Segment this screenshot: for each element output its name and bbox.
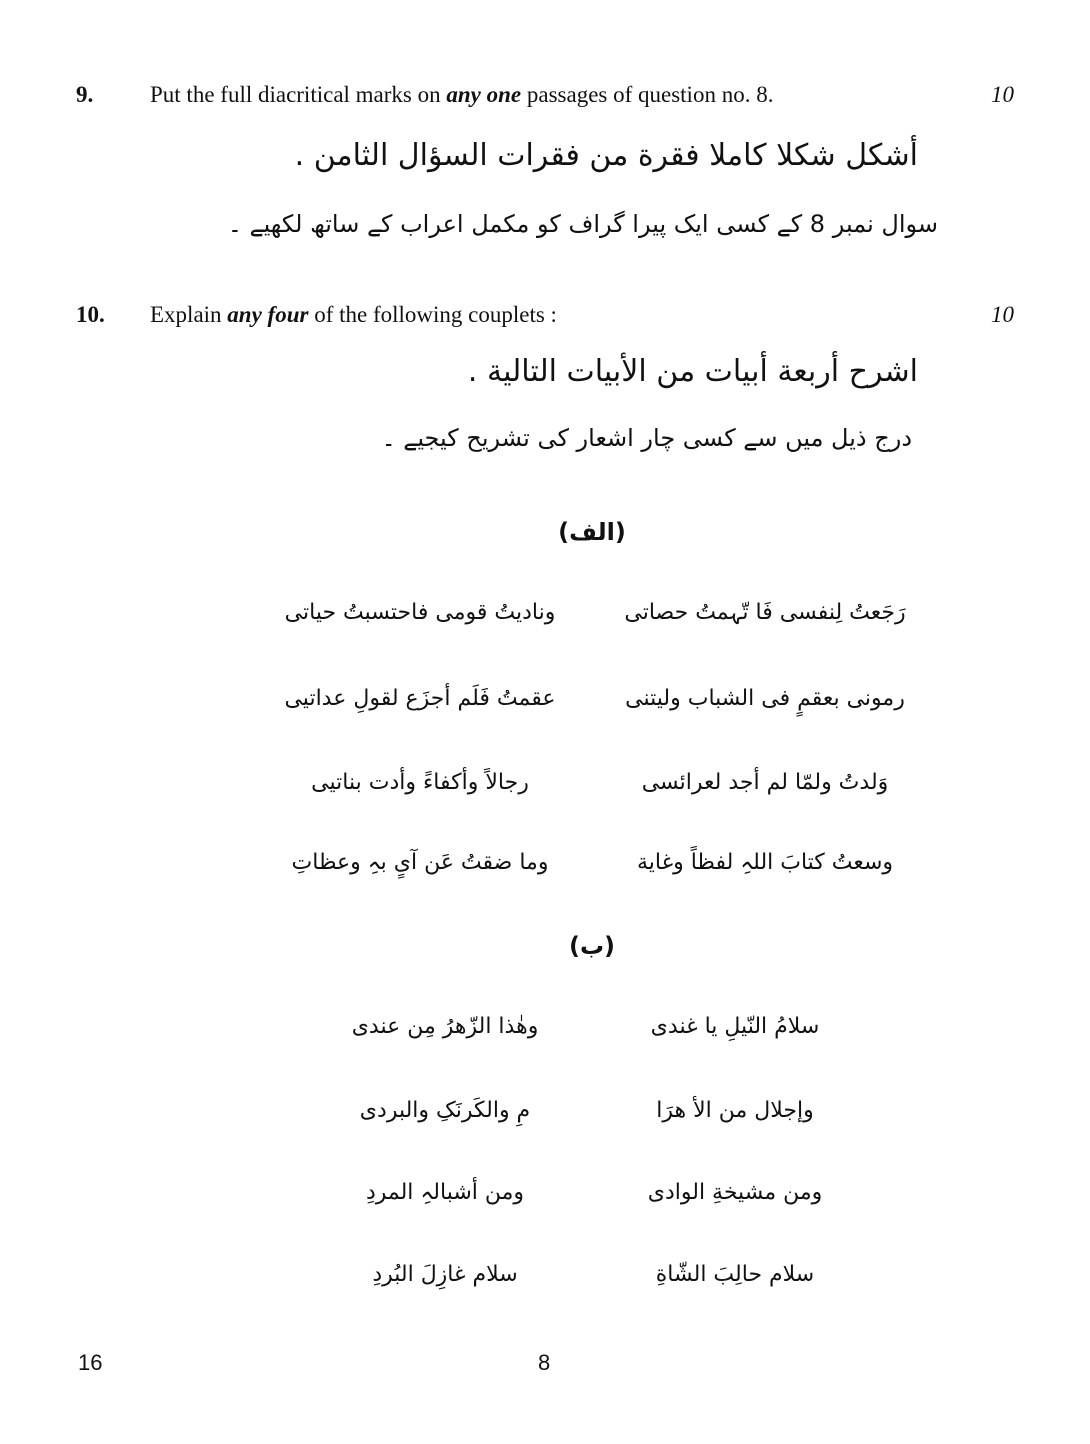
couplet-right: سلامُ النّیلِ یا غندی xyxy=(650,1014,820,1039)
couplet-right: رَجَعتُ لِنفسی فَا تّہمتُ حصاتی xyxy=(624,600,906,625)
question-number: 9. xyxy=(76,82,94,107)
question-number: 10. xyxy=(76,302,105,327)
arabic-instruction: أشكل شكلا كاملا فقرة من فقرات السؤال الثامن . xyxy=(294,138,918,173)
section-heading: (الف) xyxy=(558,518,626,546)
couplet-left: ونادیتُ قومی فاحتسبتُ حیاتی xyxy=(284,600,556,625)
urdu-instruction: سوال نمبر 8 کے کسی ایک پیرا گراف کو مکمل اعراب کے ساتھ لکھیے ۔ xyxy=(227,210,938,238)
couplet-left: رجالاً وأکفاءً وأدت بناتیی xyxy=(311,770,529,795)
couplet-left: سلام غازِلَ البُردِ xyxy=(372,1262,518,1287)
question-marks: 10 xyxy=(991,82,1014,107)
arabic-instruction: اشرح أربعة أبيات من الأبيات التالية . xyxy=(467,354,918,389)
couplet-left: وما ضقتُ عَن آیٍ بہِ وعظاتِ xyxy=(291,850,549,875)
couplet-right: ومن مشیخةِ الوادی xyxy=(647,1180,823,1205)
page-number: 8 xyxy=(538,1350,551,1375)
couplet-left: مِ والکَرنَکِ والبردی xyxy=(359,1098,531,1123)
couplet-right: وسعتُ کتابَ اللہِ لفظاً وغایة xyxy=(636,850,894,875)
question-marks: 10 xyxy=(991,302,1014,327)
paper-code: 16 xyxy=(78,1350,103,1375)
section-heading: (ب) xyxy=(568,932,616,960)
couplet-left: وھٰذا الزّھرُ مِن عندی xyxy=(351,1014,539,1039)
couplet-right: رمونی بعقمٍ فی الشباب ولیتنی xyxy=(625,686,905,711)
urdu-instruction: درج ذیل میں سے کسی چار اشعار کی تشریح کیجیے ۔ xyxy=(381,424,912,452)
couplet-left: ومن أشبالہِ المردِ xyxy=(365,1180,525,1205)
question-text: Put the full diacritical marks on any one passages of question no. 8. xyxy=(150,82,774,107)
couplet-right: وَلدتُ ولمّا لم أجد لعرائسی xyxy=(641,770,889,795)
couplet-right: سلام حالِبَ الشّاةِ xyxy=(655,1262,815,1287)
couplet-left: عقمتُ فَلَم أجزَع لقولِ عداتیی xyxy=(284,686,556,711)
couplet-right: وإجلال من الأ ھرَا xyxy=(656,1098,814,1123)
question-text: Explain any four of the following couplets : xyxy=(150,302,557,327)
